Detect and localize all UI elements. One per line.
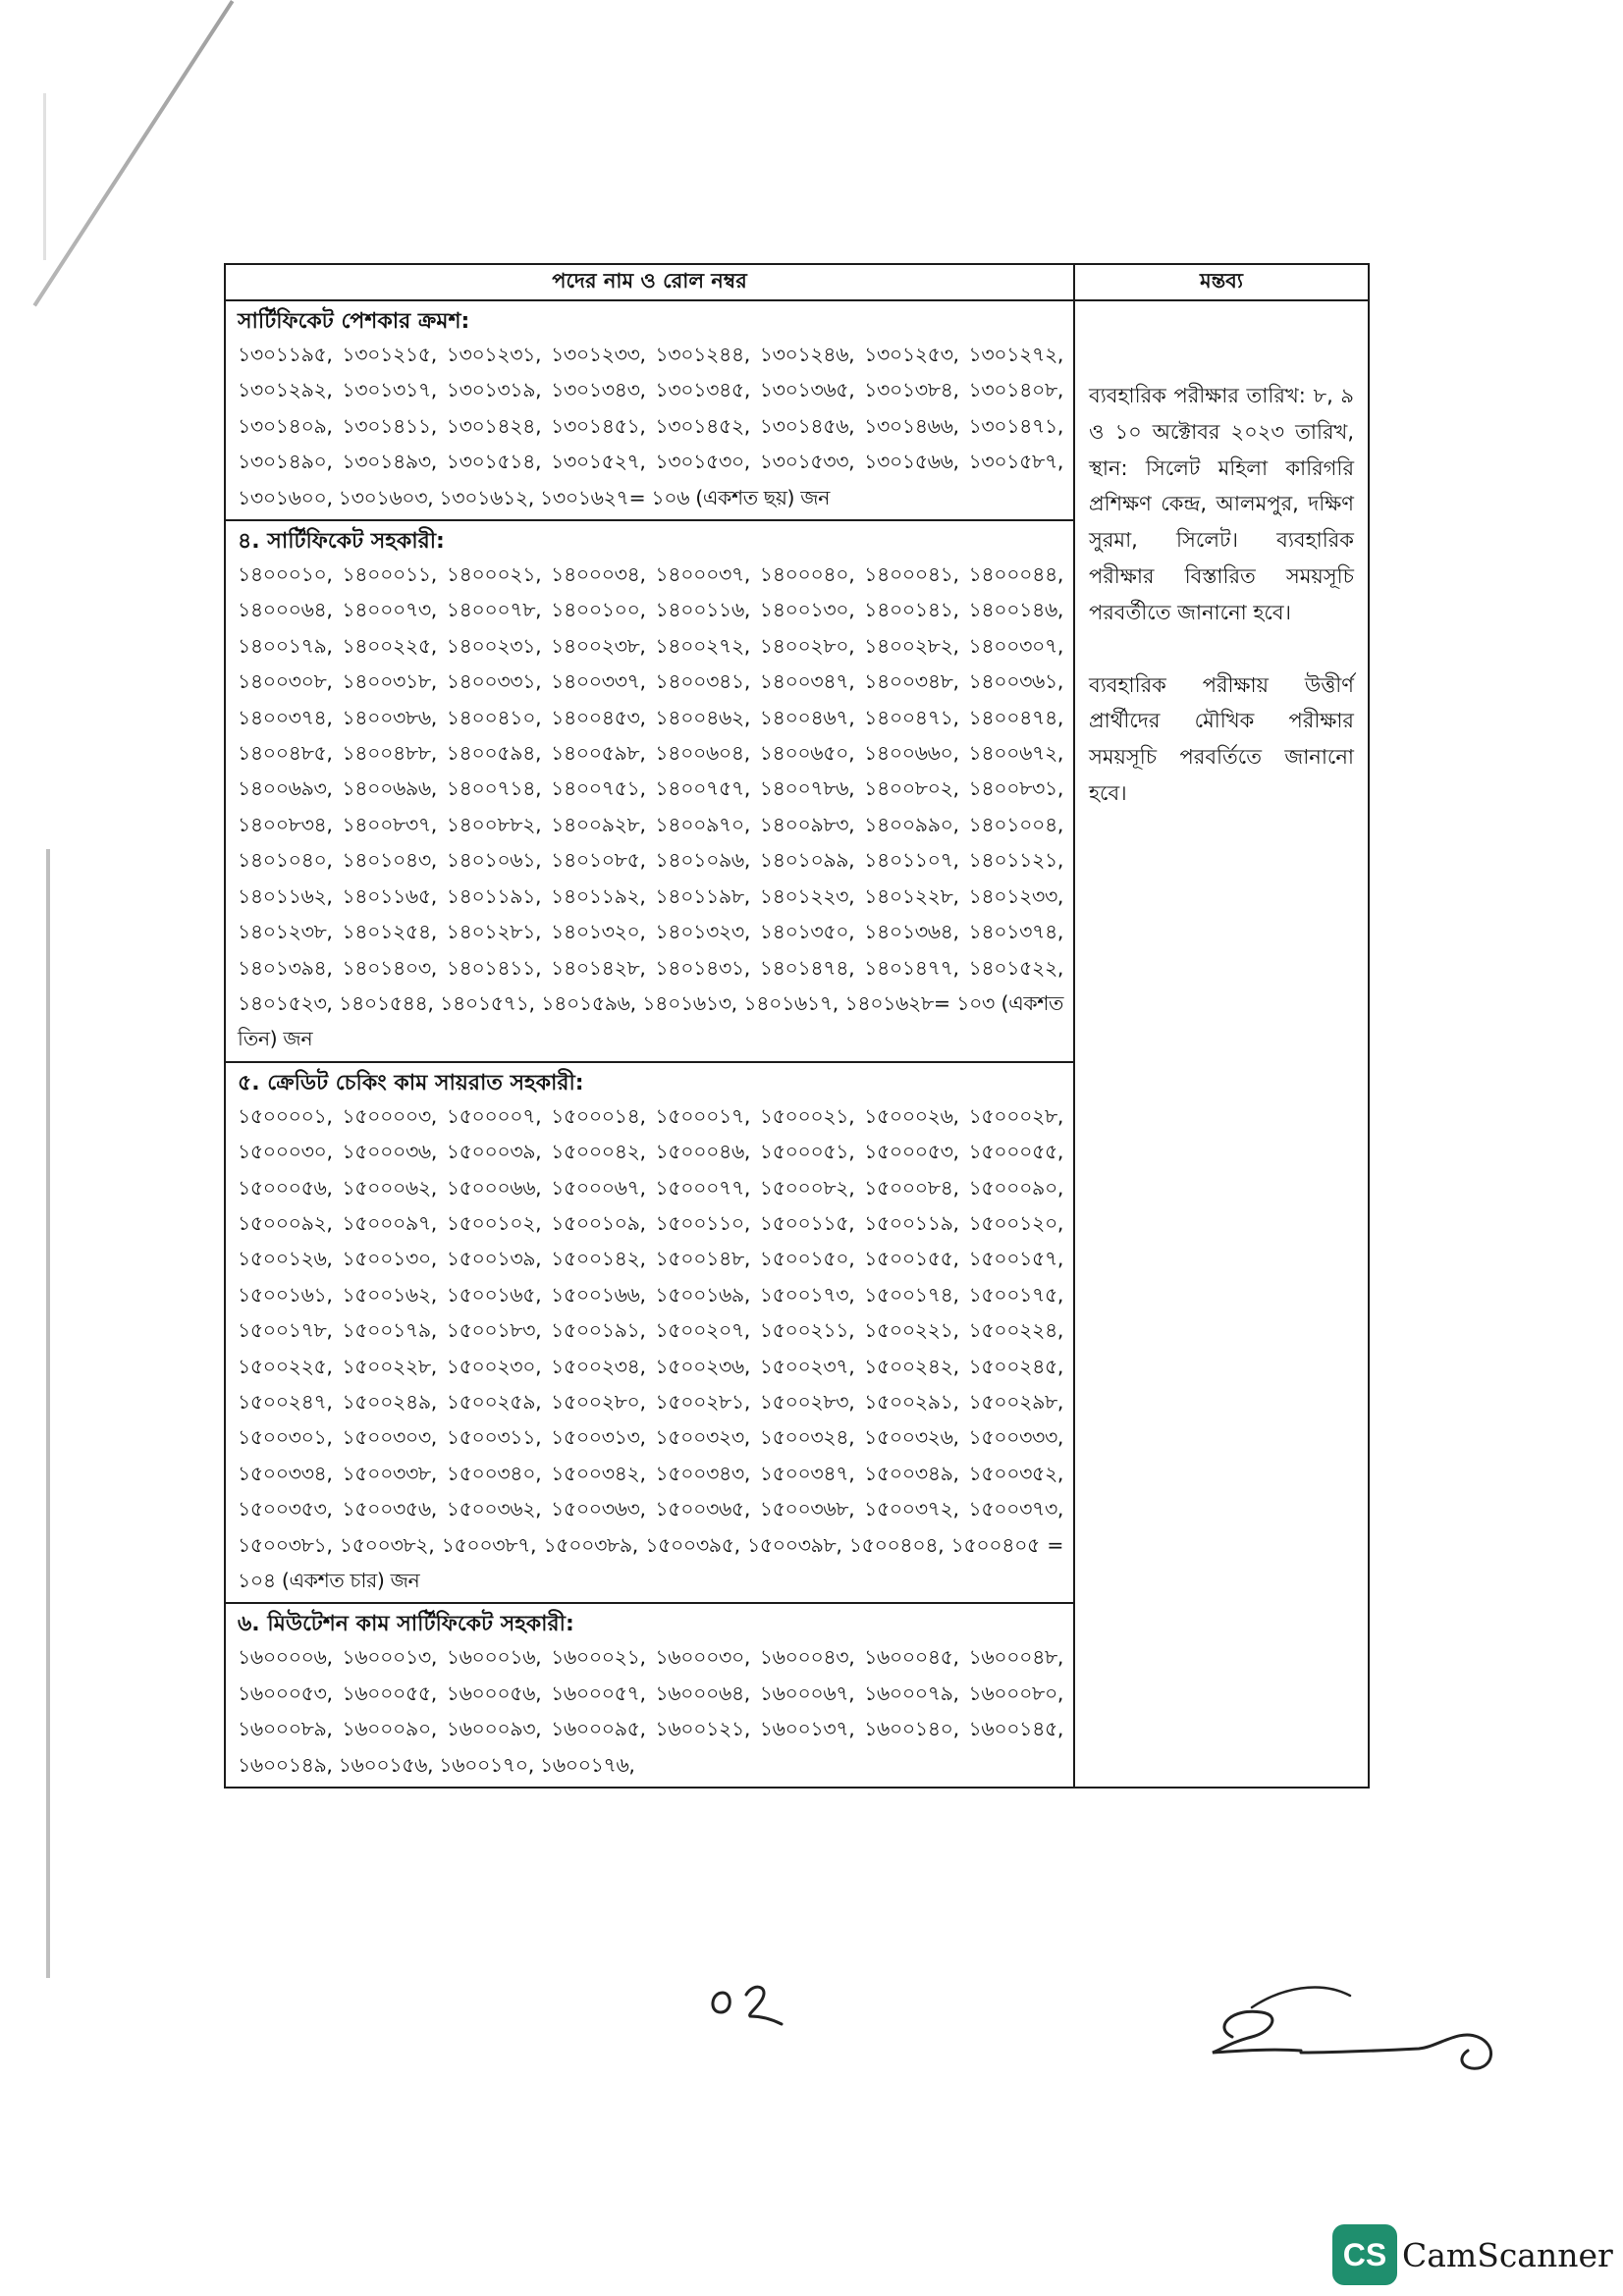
table-header-row [225, 264, 1369, 300]
section-certificate-assistant [225, 520, 1074, 1062]
camscanner-watermark: CamScanner [1402, 2236, 1613, 2274]
page-number-handwritten [701, 1971, 799, 2030]
roll-list: ১৫০০০০১, ১৫০০০০৩, ১৫০০০০৭, ১৫০০০১৪, ১৫০০০১৭, ১৫০০০২১, ১৫০০০২৬, ১৫০০০২৮, ১৫০০০৩০, ১৫০০০৩৬, ১৫০০০৩৯, ১৫০০০৪২, ১৫০০০৪৬, ১৫০০০৫১, ১৫০০০৫৩, ১৫০০০৫৫, ১৫০০০৫৬, ১৫০০০৬২, ১৫০০০৬৬, ১৫০০০৬৭, ১৫০০০৭৭, ১৫০০০৮২, ১৫০০০৮৪, ১৫০০০৯০, ১৫০০০৯২, ১৫০০০৯৭, ১৫০০১০২, ১৫০০১০৯, ১৫০০১১০, ১৫০০১১৫, ১৫০০১১৯, ১৫০০১২০, ১৫০০১২৬, ১৫০০১৩০, ১৫০০১৩৯, ১৫০০১৪২, ১৫০০১৪৮, ১৫০০১৫০, ১৫০০১৫৫, ১৫০০১৫৭, ১৫০০১৬১, ১৫০০১৬২, ১৫০০১৬৫, ১৫০০১৬৬, ১৫০০১৬৯, ১৫০০১৭৩, ১৫০০১৭৪, ১৫০০১৭৫, ১৫০০১৭৮, ১৫০০১৭৯, ১৫০০১৮৩, ১৫০০১৯১, ১৫০০২০৭, ১৫০০২১১, ১৫০০২২১, ১৫০০২২৪, ১৫০০২২৫, ১৫০০২২৮, ১৫০০২৩০, ১৫০০২৩৪, ১৫০০২৩৬, ১৫০০২৩৭, ১৫০০২৪২, ১৫০০২৪৫, ১৫০০২৪৭, ১৫০০২৪৯, ১৫০০২৫৯, ১৫০০২৮০, ১৫০০২৮১, ১৫০০২৮৩, ১৫০০২৯১, ১৫০০২৯৮, ১৫০০৩০১, ১৫০০৩০৩, ১৫০০৩১১, ১৫০০৩১৩, ১৫০০৩২৩, ১৫০০৩২৪, ১৫০০৩২৬, ১৫০০৩৩৩, ১৫০০৩৩৪, ১৫০০৩৩৮, ১৫০০৩৪০, ১৫০০৩৪২, ১৫০০৩৪৩, ১৫০০৩৪৭, ১৫০০৩৪৯, ১৫০০৩৫২, ১৫০০৩৫৩, ১৫০০৩৫৬, ১৫০০৩৬২, ১৫০০৩৬৩, ১৫০০৩৬৫, ১৫০০৩৬৮, ১৫০০৩৭২, ১৫০০৩৭৩, ১৫০০৩৮১, ১৫০০৩৮২, ১৫০০৩৮৭, ১৫০০৩৮৯, ১৫০০৩৯৫, ১৫০০৩৯৮, ১৫০০৪০৪, ১৫০০৪০৫ = ১০৪ (একশত চার) জন [238, 1103, 1063, 1592]
remarks-cell [1074, 300, 1369, 1788]
roll-list: ১৩০১১৯৫, ১৩০১২১৫, ১৩০১২৩১, ১৩০১২৩৩, ১৩০১২৪৪, ১৩০১২৪৬, ১৩০১২৫৩, ১৩০১২৭২, ১৩০১২৯২, ১৩০১৩১৭, ১৩০১৩১৯, ১৩০১৩৪৩, ১৩০১৩৪৫, ১৩০১৩৬৫, ১৩০১৩৮৪, ১৩০১৪০৮, ১৩০১৪০৯, ১৩০১৪১১, ১৩০১৪২৪, ১৩০১৪৫১, ১৩০১৪৫২, ১৩০১৪৫৬, ১৩০১৪৬৬, ১৩০১৪৭১, ১৩০১৪৯০, ১৩০১৪৯৩, ১৩০১৫১৪, ১৩০১৫২৭, ১৩০১৫৩০, ১৩০১৫৩৩, ১৩০১৫৬৬, ১৩০১৫৮৭, ১৩০১৬০০, ১৩০১৬০৩, ১৩০১৬১২, ১৩০১৬২৭= ১০৬ (একশত ছয়) জন [238, 343, 1063, 509]
roll-number-table [224, 263, 1370, 1789]
signature [1193, 1968, 1507, 2086]
section-mutation-assistant [225, 1603, 1074, 1788]
section-credit-checking-assistant [225, 1062, 1074, 1604]
scan-edge-shadow-top [43, 93, 46, 260]
scan-shadow-line [32, 0, 234, 306]
header-post-and-roll: পদের নাম ও রোল নম্বর [225, 264, 1074, 300]
section-title: ৫. ক্রেডিট চেকিং কাম সায়রাত সহকারী: [238, 1070, 584, 1095]
scan-edge-shadow [46, 849, 50, 1978]
roll-list: ১৬০০০০৬, ১৬০০০১৩, ১৬০০০১৬, ১৬০০০২১, ১৬০০০৩০, ১৬০০০৪৩, ১৬০০০৪৫, ১৬০০০৪৮, ১৬০০০৫৩, ১৬০০০৫৫, ১৬০০০৫৬, ১৬০০০৫৭, ১৬০০০৬৪, ১৬০০০৬৭, ১৬০০০৭৯, ১৬০০০৮০, ১৬০০০৮৯, ১৬০০০৯০, ১৬০০০৯৩, ১৬০০০৯৫, ১৬০০১২১, ১৬০০১৩৭, ১৬০০১৪০, ১৬০০১৪৫, ১৬০০১৪৯, ১৬০০১৫৬, ১৬০০১৭০, ১৬০০১৭৬, [238, 1645, 1063, 1777]
camscanner-logo-icon [1332, 2224, 1397, 2285]
svg-text:CS: CS [1342, 2237, 1387, 2272]
section-title: ৪. সার্টিফিকেট সহকারী: [238, 529, 445, 555]
table-row [225, 300, 1369, 520]
header-remarks: মন্তব্য [1074, 264, 1369, 300]
section-title: সার্টিফিকেট পেশকার ক্রমশ: [238, 309, 470, 334]
remark-practical-exam: ব্যবহারিক পরীক্ষার তারিখ: ৮, ৯ ও ১০ অক্টোবর ২০২৩ তারিখ, স্থান: সিলেট মহিলা কারিগরি প্রশিক্ষণ কেন্দ্র, আলমপুর, দক্ষিণ সুরমা, সিলেট। ব্যবহারিক পরীক্ষার বিস্তারিত সময়সূচি পরবর্তীতে জানানো হবে। [1089, 384, 1354, 624]
section-certificate-peshkar [225, 300, 1074, 520]
section-title: ৬. মিউটেশন কাম সার্টিফিকেট সহকারী: [238, 1612, 574, 1637]
roll-list: ১৪০০০১০, ১৪০০০১১, ১৪০০০২১, ১৪০০০৩৪, ১৪০০০৩৭, ১৪০০০৪০, ১৪০০০৪১, ১৪০০০৪৪, ১৪০০০৬৪, ১৪০০০৭৩, ১৪০০০৭৮, ১৪০০১০০, ১৪০০১১৬, ১৪০০১৩০, ১৪০০১৪১, ১৪০০১৪৬, ১৪০০১৭৯, ১৪০০২২৫, ১৪০০২৩১, ১৪০০২৩৮, ১৪০০২৭২, ১৪০০২৮০, ১৪০০২৮২, ১৪০০৩০৭, ১৪০০৩০৮, ১৪০০৩১৮, ১৪০০৩৩১, ১৪০০৩৩৭, ১৪০০৩৪১, ১৪০০৩৪৭, ১৪০০৩৪৮, ১৪০০৩৬১, ১৪০০৩৭৪, ১৪০০৩৮৬, ১৪০০৪১০, ১৪০০৪৫৩, ১৪০০৪৬২, ১৪০০৪৬৭, ১৪০০৪৭১, ১৪০০৪৭৪, ১৪০০৪৮৫, ১৪০০৪৮৮, ১৪০০৫৯৪, ১৪০০৫৯৮, ১৪০০৬০৪, ১৪০০৬৫০, ১৪০০৬৬০, ১৪০০৬৭২, ১৪০০৬৯৩, ১৪০০৬৯৬, ১৪০০৭১৪, ১৪০০৭৫১, ১৪০০৭৫৭, ১৪০০৭৮৬, ১৪০০৮০২, ১৪০০৮৩১, ১৪০০৮৩৪, ১৪০০৮৩৭, ১৪০০৮৮২, ১৪০০৯২৮, ১৪০০৯৭০, ১৪০০৯৮৩, ১৪০০৯৯০, ১৪০১০০৪, ১৪০১০৪০, ১৪০১০৪৩, ১৪০১০৬১, ১৪০১০৮৫, ১৪০১০৯৬, ১৪০১০৯৯, ১৪০১১০৭, ১৪০১১২১, ১৪০১১৬২, ১৪০১১৬৫, ১৪০১১৯১, ১৪০১১৯২, ১৪০১১৯৮, ১৪০১২২৩, ১৪০১২২৮, ১৪০১২৩৩, ১৪০১২৩৮, ১৪০১২৫৪, ১৪০১২৮১, ১৪০১৩২০, ১৪০১৩২৩, ১৪০১৩৫০, ১৪০১৩৬৪, ১৪০১৩৭৪, ১৪০১৩৯৪, ১৪০১৪০৩, ১৪০১৪১১, ১৪০১৪২৮, ১৪০১৪৩১, ১৪০১৪৭৪, ১৪০১৪৭৭, ১৪০১৫২২, ১৪০১৫২৩, ১৪০১৫৪৪, ১৪০১৫৭১, ১৪০১৫৯৬, ১৪০১৬১৩, ১৪০১৬১৭, ১৪০১৬২৮= ১০৩ (একশত তিন) জন [238, 562, 1063, 1051]
remark-viva-exam: ব্যবহারিক পরীক্ষায় উত্তীর্ণ প্রার্থীদের মৌখিক পরীক্ষার সময়সূচি পরবর্তিতে জানানো হবে। [1089, 672, 1354, 805]
